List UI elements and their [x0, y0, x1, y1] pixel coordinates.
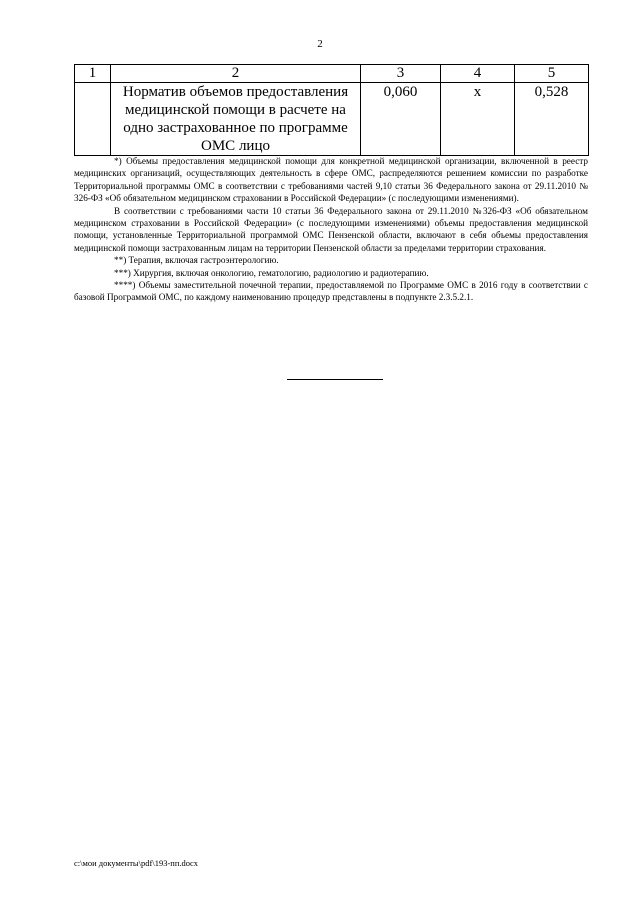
row-cell-value-5: 0,528: [515, 83, 589, 156]
file-path: c:\мои документы\pdf\193-пп.docx: [74, 858, 199, 868]
norm-table: [74, 64, 589, 156]
row-cell-description: Норматив объемов предоставления медицинской помощи в расчете на одно застрахованное по программе ОМС лицо: [111, 83, 361, 156]
row-cell-value-3: 0,060: [361, 83, 441, 156]
header-cell-1: 1: [75, 65, 111, 83]
header-cell-5: 5: [515, 65, 589, 83]
header-cell-2: 2: [111, 65, 361, 83]
footnote-2: В соответствии с требованиями части 10 статьи 36 Федерального закона от 29.11.2010 №326-ФЗ «Об обязательном медицинском страховании в Российской Федерации» (с последующими изменениями) объемы предоставления медицинской помощи, установленные Территориальной программой ОМС Пензенской области, включают в себя объемы предоставления медицинской помощи застрахованным лицам на территории Пензенской области за пределами территории страхования.: [74, 205, 588, 253]
footnote-1: *) Объемы предоставления медицинской помощи для конкретной медицинской организации, включенной в реестр медицинских организаций, осуществляющих деятельность в сфере ОМС, распределяются решением комиссии по разработке Территориальной программы ОМС в соответствии с требованиями частей 9,10 статьи 36 Федерального закона от 29.11.2010 № 326-ФЗ «Об обязательном медицинском страховании в Российской Федерации» (с последующими изменениями).: [74, 156, 588, 204]
table-header-row: [75, 65, 589, 83]
separator-line: [287, 379, 383, 380]
footnotes: [74, 155, 588, 304]
table-row: [75, 83, 589, 156]
row-cell-value-4: х: [441, 83, 515, 156]
footnote-3: **) Терапия, включая гастроэнтерологию.: [114, 255, 279, 266]
page-number: 2: [317, 38, 323, 50]
footnote-4: ***) Хирургия, включая онкологию, гематологию, радиологию и радиотерапию.: [114, 267, 429, 278]
footnote-5: ****) Объемы заместительной почечной терапии, предоставляемой по Программе ОМС в 2016 году в соответствии с базовой Программой ОМС, по каждому наименованию процедур представлены в подпункте 2.3.5.2.1.: [74, 280, 588, 303]
header-cell-3: 3: [361, 65, 441, 83]
header-cell-4: 4: [441, 65, 515, 83]
row-cell-1: [75, 83, 111, 156]
